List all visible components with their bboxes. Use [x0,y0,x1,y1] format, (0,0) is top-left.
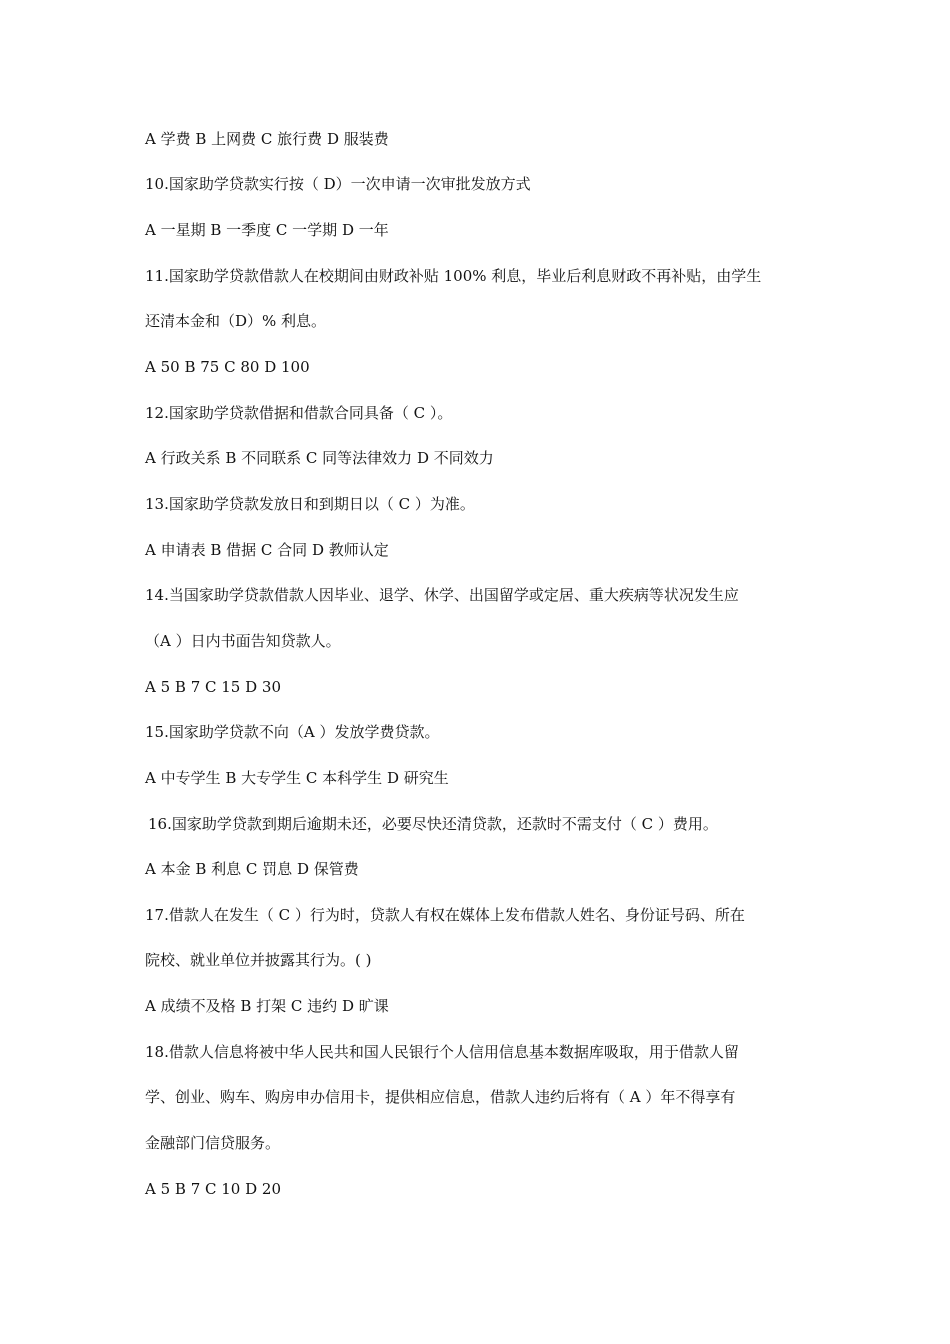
question-14-line-2: （A ）日内书面告知贷款人。 [145,632,341,650]
question-12: 12.国家助学贷款借据和借款合同具备（ C ）。 [145,404,453,422]
options-line-q13: A 申请表 B 借据 C 合同 D 教师认定 [145,541,389,559]
question-15: 15.国家助学贷款不向（A ）发放学费贷款。 [145,723,440,741]
question-14-line-1: 14.当国家助学贷款借款人因毕业、退学、休学、出国留学或定居、重大疾病等状况发生应 [145,586,739,604]
question-11-line-1: 11.国家助学贷款借款人在校期间由财政补贴 100% 利息，毕业后利息财政不再补贴，由学生 [145,267,762,285]
options-line-q18: A 5 B 7 C 10 D 20 [145,1180,281,1198]
question-16: 16.国家助学贷款到期后逾期未还，必要尽快还清贷款，还款时不需支付（ C ）费用。 [148,815,718,833]
question-17-line-1: 17.借款人在发生（ C ）行为时，贷款人有权在媒体上发布借款人姓名、身份证号码、所在 [145,906,745,924]
options-line-q12: A 行政关系 B 不同联系 C 同等法律效力 D 不同效力 [145,449,494,467]
options-line-q15: A 中专学生 B 大专学生 C 本科学生 D 研究生 [145,769,449,787]
question-18-line-2: 学、创业、购车、购房申办信用卡，提供相应信息，借款人违约后将有（ A ）年不得享有 [145,1088,736,1106]
question-18-line-1: 18.借款人信息将被中华人民共和国人民银行个人信用信息基本数据库吸取，用于借款人留 [145,1043,739,1061]
options-line-q17: A 成绩不及格 B 打架 C 违约 D 旷课 [145,997,389,1015]
options-line-q14: A 5 B 7 C 15 D 30 [145,678,281,696]
question-18-line-3: 金融部门信贷服务。 [145,1134,281,1152]
options-line-q16: A 本金 B 利息 C 罚息 D 保管费 [145,860,359,878]
question-11-line-2: 还清本金和（D）% 利息。 [145,312,327,330]
question-10: 10.国家助学贷款实行按（ D）一次申请一次审批发放方式 [145,175,531,193]
options-line-q10: A 一星期 B 一季度 C 一学期 D 一年 [145,221,389,239]
question-13: 13.国家助学贷款发放日和到期日以（ C ）为准。 [145,495,475,513]
options-line-q9: A 学费 B 上网费 C 旅行费 D 服装费 [145,130,389,148]
options-line-q11: A 50 B 75 C 80 D 100 [145,358,310,376]
question-17-line-2: 院校、就业单位并披露其行为。( ) [145,951,372,969]
